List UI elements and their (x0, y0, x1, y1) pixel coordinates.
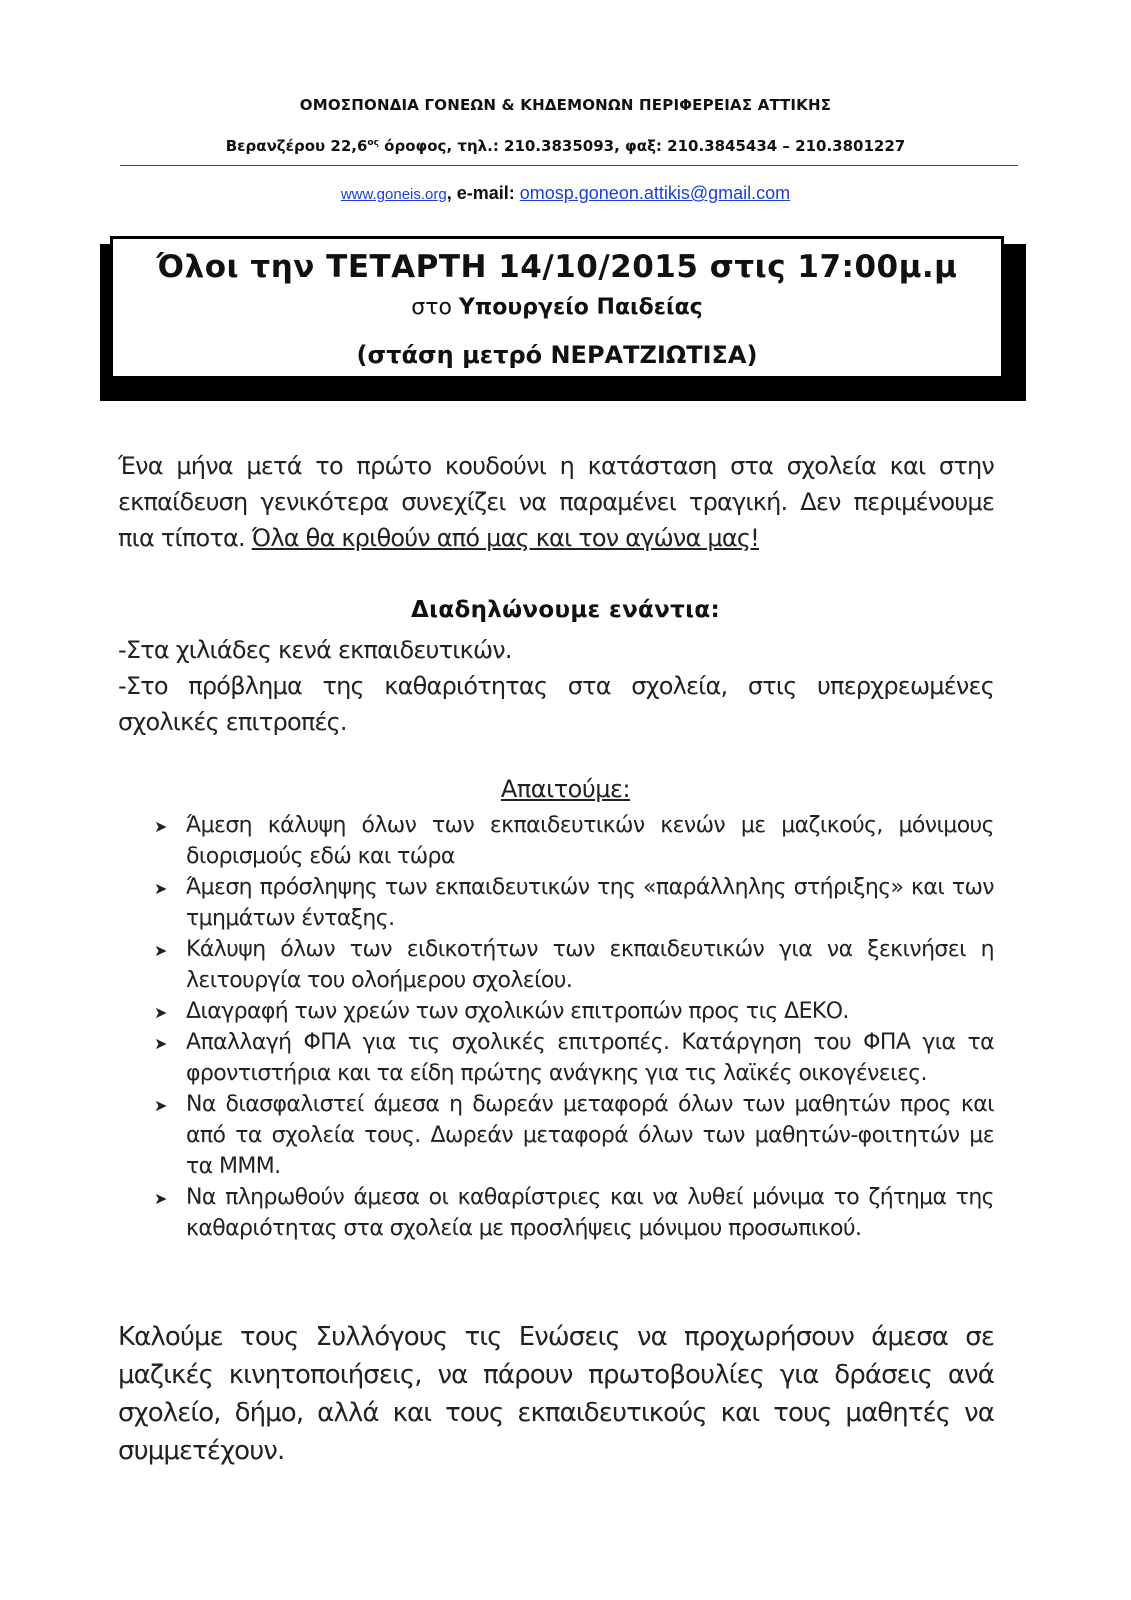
arrowhead-bullet-icon: ➤ (154, 1096, 167, 1115)
announcement-location (113, 295, 1001, 320)
email-label: , e-mail: (446, 183, 520, 203)
list-item (152, 996, 994, 1027)
demands-list (152, 810, 994, 1244)
demand-text: Να πληρωθούν άμεσα οι καθαρίστριες και να λυθεί μόνιμα το ζήτημα της καθαριότητας στα σχολεία με προσλήψεις μόνιμου προσωπικού. (186, 1185, 994, 1241)
list-item (152, 1027, 994, 1089)
demand-text: Απαλλαγή ΦΠΑ για τις σχολικές επιτροπές. Κατάργηση του ΦΠΑ για τα φροντιστήρια και τα είδη πρώτης ανάγκης για τις λαϊκές οικογένειες. (186, 1030, 994, 1086)
against-item: -Στο πρόβλημα της καθαριότητας στα σχολεία, στις υπερχρεωμένες σχολικές επιτροπές. (118, 672, 994, 736)
header-divider (120, 165, 1018, 166)
website-link[interactable]: www.goneis.org (340, 186, 447, 203)
organization-name: ΟΜΟΣΠΟΝΔΙΑ ΓΟΝΕΩΝ & ΚΗΔΕΜΟΝΩΝ ΠΕΡΙΦΕΡΕΙΑΣ ΑΤΤΙΚΗΣ (299, 96, 832, 114)
contact-links (0, 183, 1131, 204)
demand-text: Κάλυψη όλων των ειδικοτήτων των εκπαιδευτικών για να ξεκινήσει η λειτουργία του ολοήμερου σχολείου. (186, 937, 994, 993)
demand-text: Να διασφαλιστεί άμεσα η δωρεάν μεταφορά όλων των μαθητών προς και από τα σχολεία τους. Δωρεάν μεταφορά όλων των μαθητών-φοιτητών με τα ΜΜΜ. (186, 1092, 994, 1179)
announcement-metro-stop: (στάση μετρό ΝΕΡΑΤΖΙΩΤΙΣΑ) (356, 341, 758, 369)
floor-ordinal: ος (367, 138, 379, 148)
against-list (118, 632, 994, 740)
arrowhead-bullet-icon: ➤ (154, 1003, 167, 1022)
intro-underlined-text: Όλα θα κριθούν από μας και τον αγώνα μας! (251, 524, 759, 552)
list-item (152, 934, 994, 996)
list-item (152, 1089, 994, 1182)
closing-paragraph: Καλούμε τους Συλλόγους τις Ενώσεις να προχωρήσουν άμεσα σε μαζικές κινητοποιήσεις, να πάρουν πρωτοβουλίες για δράσεις ανά σχολείο, δήμο, αλλά και τους εκπαιδευτικούς και τους μαθητές να συμμετέχουν. (118, 1322, 994, 1466)
address-street: Βερανζέρου 22,6 (225, 137, 368, 155)
intro-paragraph (118, 448, 994, 556)
location-name: Υπουργείο Παιδείας (458, 295, 703, 320)
list-item (152, 1182, 994, 1244)
intro-text: Ένα μήνα μετά το πρώτο κουδούνι η κατάσταση στα σχολεία και στην εκπαίδευση γενικότερα συνεχίζει να παραμένει τραγική. Δεν περιμένουμε πια τίποτα. (118, 452, 994, 552)
arrowhead-bullet-icon: ➤ (154, 1034, 167, 1053)
demands-heading: Απαιτούμε: (500, 775, 631, 803)
list-item (152, 810, 994, 872)
address-line (0, 137, 1131, 155)
demand-text: Διαγραφή των χρεών των σχολικών επιτροπών προς τις ΔΕΚΟ. (186, 999, 849, 1024)
email-link[interactable]: omosp.goneon.attikis@gmail.com (519, 183, 791, 203)
demand-text: Άμεση κάλυψη όλων των εκπαιδευτικών κενών με μαζικούς, μόνιμους διορισμούς εδώ και τώρα (186, 813, 994, 869)
demand-text: Άμεση πρόσληψης των εκπαιδευτικών της «παράλληλης στήριξης» και των τμημάτων ένταξης. (186, 875, 994, 931)
arrowhead-bullet-icon: ➤ (154, 879, 167, 898)
against-item: -Στα χιλιάδες κενά εκπαιδευτικών. (118, 636, 512, 664)
arrowhead-bullet-icon: ➤ (154, 941, 167, 960)
arrowhead-bullet-icon: ➤ (154, 817, 167, 836)
location-prefix: στο (411, 295, 459, 320)
address-contacts: όροφος, τηλ.: 210.3835093, φαξ: 210.3845434 – 210.3801227 (378, 137, 906, 155)
announcement-date-time: Όλοι την ΤΕΤΑΡΤΗ 14/10/2015 στις 17:00μ.μ (156, 249, 958, 285)
against-heading: Διαδηλώνουμε ενάντια: (411, 597, 720, 623)
announcement-box (110, 236, 1004, 379)
arrowhead-bullet-icon: ➤ (154, 1189, 167, 1208)
list-item (152, 872, 994, 934)
